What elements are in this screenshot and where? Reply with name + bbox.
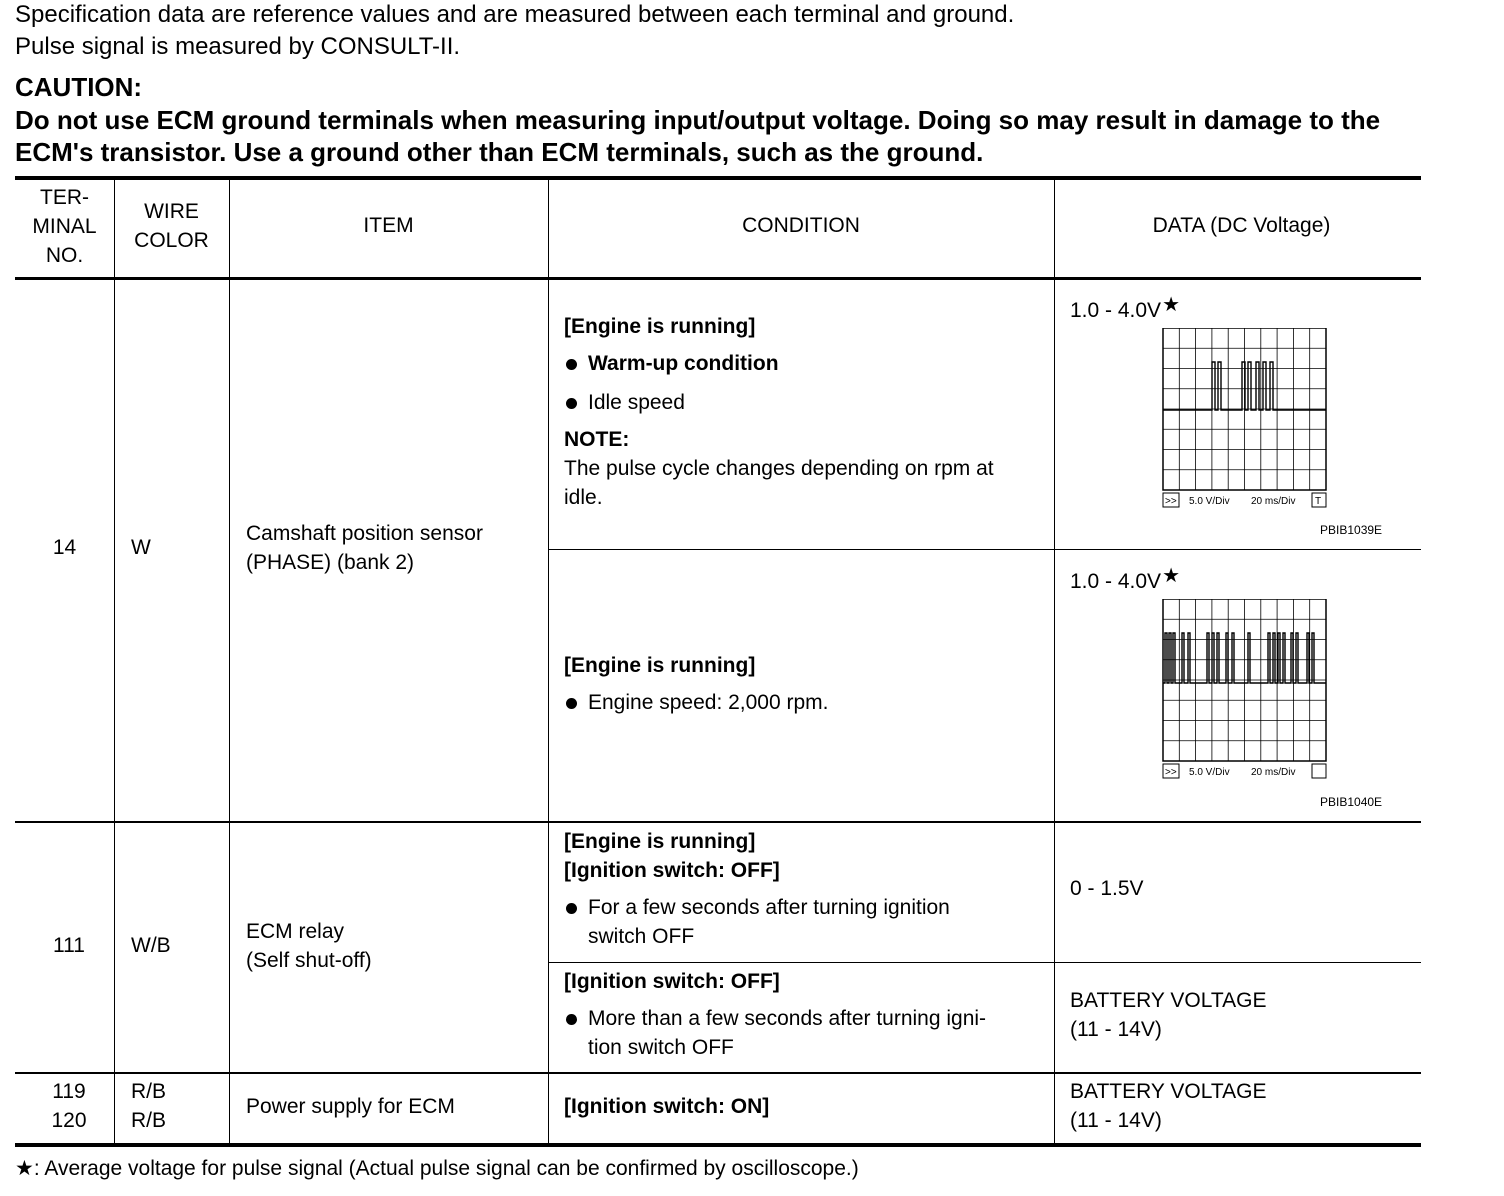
row111-data2-l2: (11 - 14V)	[1070, 1018, 1162, 1041]
row119-data-l1: BATTERY VOLTAGE	[1070, 1080, 1267, 1103]
row14-note-l2: idle.	[564, 486, 603, 509]
col-rule-1	[114, 178, 115, 1145]
row14-item-l2: (PHASE) (bank 2)	[246, 551, 415, 574]
row111-condition-1	[564, 827, 1049, 951]
header-wire-l2: COLOR	[134, 229, 209, 252]
col-rule-4	[1054, 178, 1055, 1145]
table-top-rule	[15, 176, 1421, 180]
row14-item-l1: Camshaft position sensor	[246, 522, 483, 545]
row111-data-1: 0 - 1.5V	[1070, 877, 1144, 900]
scope1-time: 20 ms/Div	[1251, 496, 1296, 507]
row111-terminal: 111	[53, 934, 85, 957]
row119-wire-l1: R/B	[131, 1080, 167, 1103]
row111-cond1-heading2: [Ignition switch: OFF]	[564, 859, 780, 882]
caution-title: CAUTION:	[15, 72, 143, 102]
row119-terminal-l2: 120	[51, 1109, 87, 1132]
oscilloscope-waveform-idle	[1162, 328, 1328, 510]
figure-code-2: PBIB1040E	[1320, 795, 1383, 809]
row14-cond1-bullet2: Idle speed	[564, 388, 1049, 417]
scope2-btn-left: >>	[1165, 767, 1177, 778]
row119-data-l2: (11 - 14V)	[1070, 1109, 1162, 1132]
row14-terminal: 14	[52, 536, 77, 559]
scope2-scale: 5.0 V/Div	[1189, 767, 1230, 778]
row111-condition-2	[564, 967, 1049, 1062]
scope2-time: 20 ms/Div	[1251, 767, 1296, 778]
row14-cond1-heading: [Engine is running]	[564, 315, 756, 338]
row119-data	[1070, 1077, 1266, 1135]
row111-item-l1: ECM relay	[246, 920, 345, 943]
row111-cond1-bullet	[564, 893, 1049, 951]
scope1-scale: 5.0 V/Div	[1189, 496, 1230, 507]
row14-bottom-rule	[15, 821, 1421, 823]
header-wire-color	[114, 197, 229, 255]
row111-bottom-rule	[15, 1072, 1421, 1074]
row111-data2-l1: BATTERY VOLTAGE	[1070, 989, 1267, 1012]
row119-condition: [Ignition switch: ON]	[564, 1095, 770, 1118]
row14-condition-1	[564, 312, 1049, 512]
row111-item	[246, 917, 546, 975]
header-terminal-l2: MINAL	[32, 215, 97, 238]
row14-data2-text: 1.0 - 4.0V	[1070, 570, 1162, 593]
row111-cond1-bullet-l2: switch OFF	[588, 925, 695, 948]
row119-item: Power supply for ECM	[246, 1095, 455, 1118]
row119-terminal	[15, 1077, 123, 1135]
star-icon: ★	[1162, 565, 1180, 587]
col-rule-2	[229, 178, 230, 1145]
row111-cond2-bullet-l1: More than a few seconds after turning igni-	[588, 1007, 987, 1030]
row111-cond2-heading: [Ignition switch: OFF]	[564, 970, 780, 993]
header-terminal-l1: TER-	[40, 186, 89, 209]
figure-code-1: PBIB1039E	[1320, 523, 1383, 537]
row111-item-l2: (Self shut-off)	[246, 949, 372, 972]
row14-note-title: NOTE:	[564, 428, 630, 451]
header-rule	[15, 277, 1421, 280]
header-data: DATA (DC Voltage)	[1152, 214, 1331, 237]
row14-cond2-bullet1: Engine speed: 2,000 rpm.	[564, 688, 1049, 717]
row14-data-1-value	[1070, 291, 1180, 325]
row111-split-rule	[548, 962, 1421, 963]
row14-data-2-value	[1070, 562, 1180, 596]
header-wire-l1: WIRE	[144, 200, 199, 223]
row111-cond2-bullet-l2: tion switch OFF	[588, 1036, 734, 1059]
header-terminal-l3: NO.	[45, 244, 84, 267]
row14-cond2-heading: [Engine is running]	[564, 654, 756, 677]
footnote-text: : Average voltage for pulse signal (Actual pulse signal can be confirmed by oscilloscope.)	[33, 1157, 859, 1180]
oscilloscope-waveform-2000rpm	[1162, 599, 1328, 781]
row14-item	[246, 519, 546, 577]
scope1-btn-left: >>	[1165, 496, 1177, 507]
col-rule-3	[548, 178, 549, 1145]
row111-cond2-bullet	[564, 1004, 1049, 1062]
spec-note: Specification data are reference values and are measured between each terminal and ground.	[15, 1, 1015, 28]
star-icon: ★	[1162, 294, 1180, 316]
header-condition: CONDITION	[742, 214, 860, 237]
row119-wire	[131, 1077, 166, 1135]
row111-cond1-bullet-l1: For a few seconds after turning ignition	[588, 896, 950, 919]
star-icon: ★	[15, 1157, 34, 1180]
row111-data-2	[1070, 986, 1266, 1044]
row111-cond1-heading1: [Engine is running]	[564, 830, 756, 853]
table-bottom-rule	[15, 1143, 1421, 1147]
caution-text: Do not use ECM ground terminals when measuring input/output voltage. Doing so may result in damage to the ECM's transistor. Use a ground other than ECM terminals, such as the ground.	[15, 105, 1381, 167]
row14-split-rule	[548, 549, 1421, 550]
row14-condition-2	[564, 651, 1049, 717]
footnote	[15, 1156, 859, 1181]
row14-data1-text: 1.0 - 4.0V	[1070, 299, 1162, 322]
row119-wire-l2: R/B	[131, 1109, 167, 1132]
row111-wire: W/B	[131, 934, 171, 957]
scope1-btn-right: T	[1315, 496, 1322, 507]
row119-terminal-l1: 119	[52, 1080, 86, 1103]
header-terminal	[15, 183, 114, 270]
row14-cond1-bullet1: Warm-up condition	[564, 349, 1049, 378]
header-item: ITEM	[363, 214, 414, 237]
row14-note-l1: The pulse cycle changes depending on rpm at	[564, 457, 994, 480]
pulse-note: Pulse signal is measured by CONSULT-II.	[15, 33, 461, 60]
row14-wire: W	[131, 536, 151, 559]
